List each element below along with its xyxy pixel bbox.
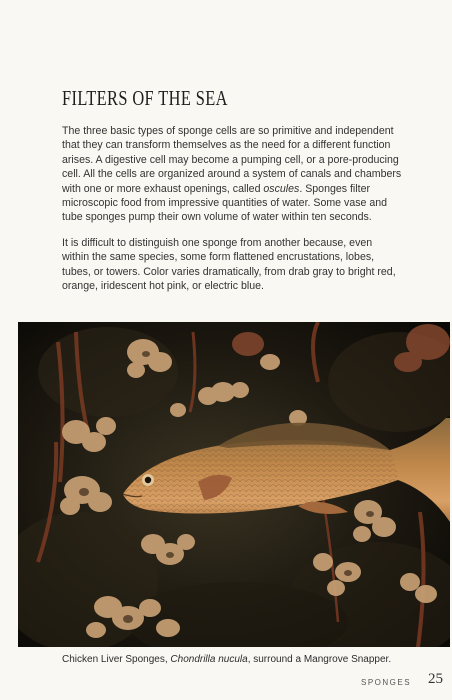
running-footer-section: SPONGES	[361, 678, 412, 687]
term-oscules: oscules	[263, 182, 300, 195]
snapper-sponge-photo	[18, 322, 450, 647]
page-number: 25	[428, 671, 443, 687]
paragraph-2: It is difficult to distinguish one sponge from another because, even within the same species, some form flattened encrustations, lobes, tubes, or towers. Color varies dramatically, from drab gray to bright red, orange, iridescent hot pink, or electric blue.	[62, 236, 396, 293]
paragraph-1-text-b: . Sponges filter microscopic food from impressive quantities of water. Some vase and tube sponges pump their own volume of water within ten seconds.	[62, 182, 388, 224]
caption-text-b: , surround a Mangrove Snapper.	[247, 654, 392, 665]
caption-species: Chondrilla nucula	[170, 654, 248, 665]
article-body	[62, 124, 402, 304]
caption-text-a: Chicken Liver Sponges,	[62, 654, 171, 665]
photo-caption	[62, 654, 391, 665]
paragraph-1	[62, 124, 402, 225]
underwater-scene-illustration	[18, 322, 450, 647]
article-heading: FILTERS OF THE SEA	[62, 86, 228, 110]
paragraph-1-text-a: The three basic types of sponge cells are so primitive and independent that they can transform themselves as the need for a different function arises. A digestive cell may become a pumping cell, or a pore-producing cell. All the cells are organized around a system of canals and chambers with one or more exhaust openings, called	[62, 125, 402, 195]
